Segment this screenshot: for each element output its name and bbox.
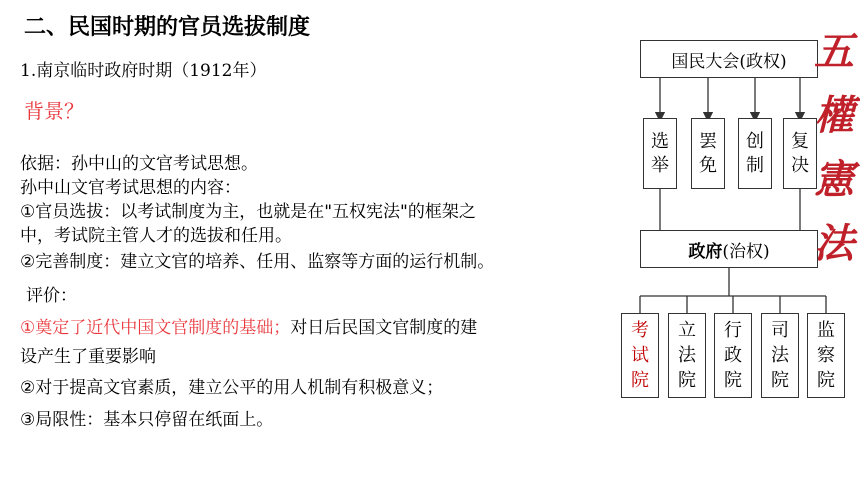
right-box-recall: 罢 免	[691, 118, 725, 189]
council-box-examination: 考 试 院	[621, 313, 659, 398]
council-box-executive: 行 政 院	[714, 313, 752, 398]
section-subtitle: 1.南京临时政府时期（1912年）	[20, 61, 267, 81]
government-label: 政府	[688, 241, 723, 262]
national-assembly-box: 国民大会(政权)	[640, 40, 818, 78]
text-line-evaluation-3: ③局限性：基本只停留在纸面上。	[20, 410, 274, 430]
background-question: 背景？	[24, 99, 84, 123]
text-line-selection-1: ①官员选拔：以考试制度为主，也就是在"五权宪法"的框架之	[20, 202, 476, 222]
text-line-system: ②完善制度：建立文官的培养、任用、监察等方面的运行机制。	[20, 252, 495, 272]
text-line-evaluation-1-cont: 设产生了重要影响	[20, 347, 156, 367]
text-line-basis: 依据：孙中山的文官考试思想。	[20, 154, 258, 174]
page-title: 二、民国时期的官员选拔制度	[24, 15, 311, 40]
highlight-text: ①奠定了近代中国文官制度的基础；	[20, 318, 291, 338]
text-line-selection-2: 中，考试院主管人才的选拔和任用。	[20, 226, 292, 246]
right-box-referendum: 复 决	[783, 118, 817, 189]
council-box-legislative: 立 法 院	[668, 313, 706, 398]
right-box-initiative: 创 制	[738, 118, 772, 189]
government-paren: (治权)	[722, 241, 770, 262]
right-box-election: 选 举	[643, 118, 677, 189]
council-box-judicial: 司 法 院	[761, 313, 799, 398]
council-box-control: 监 察 院	[807, 313, 845, 398]
five-power-calligraphy: 五 權 憲 法	[814, 28, 854, 267]
evaluation-1-rest: 对日后民国文官制度的建	[290, 318, 478, 338]
government-box	[640, 230, 818, 268]
text-line-evaluation-2: ②对于提高文官素质，建立公平的用人机制有积极意义；	[20, 378, 444, 398]
text-line-evaluation-heading: 评价：	[26, 286, 77, 306]
text-line-content-heading: 孙中山文官考试思想的内容：	[20, 178, 241, 198]
